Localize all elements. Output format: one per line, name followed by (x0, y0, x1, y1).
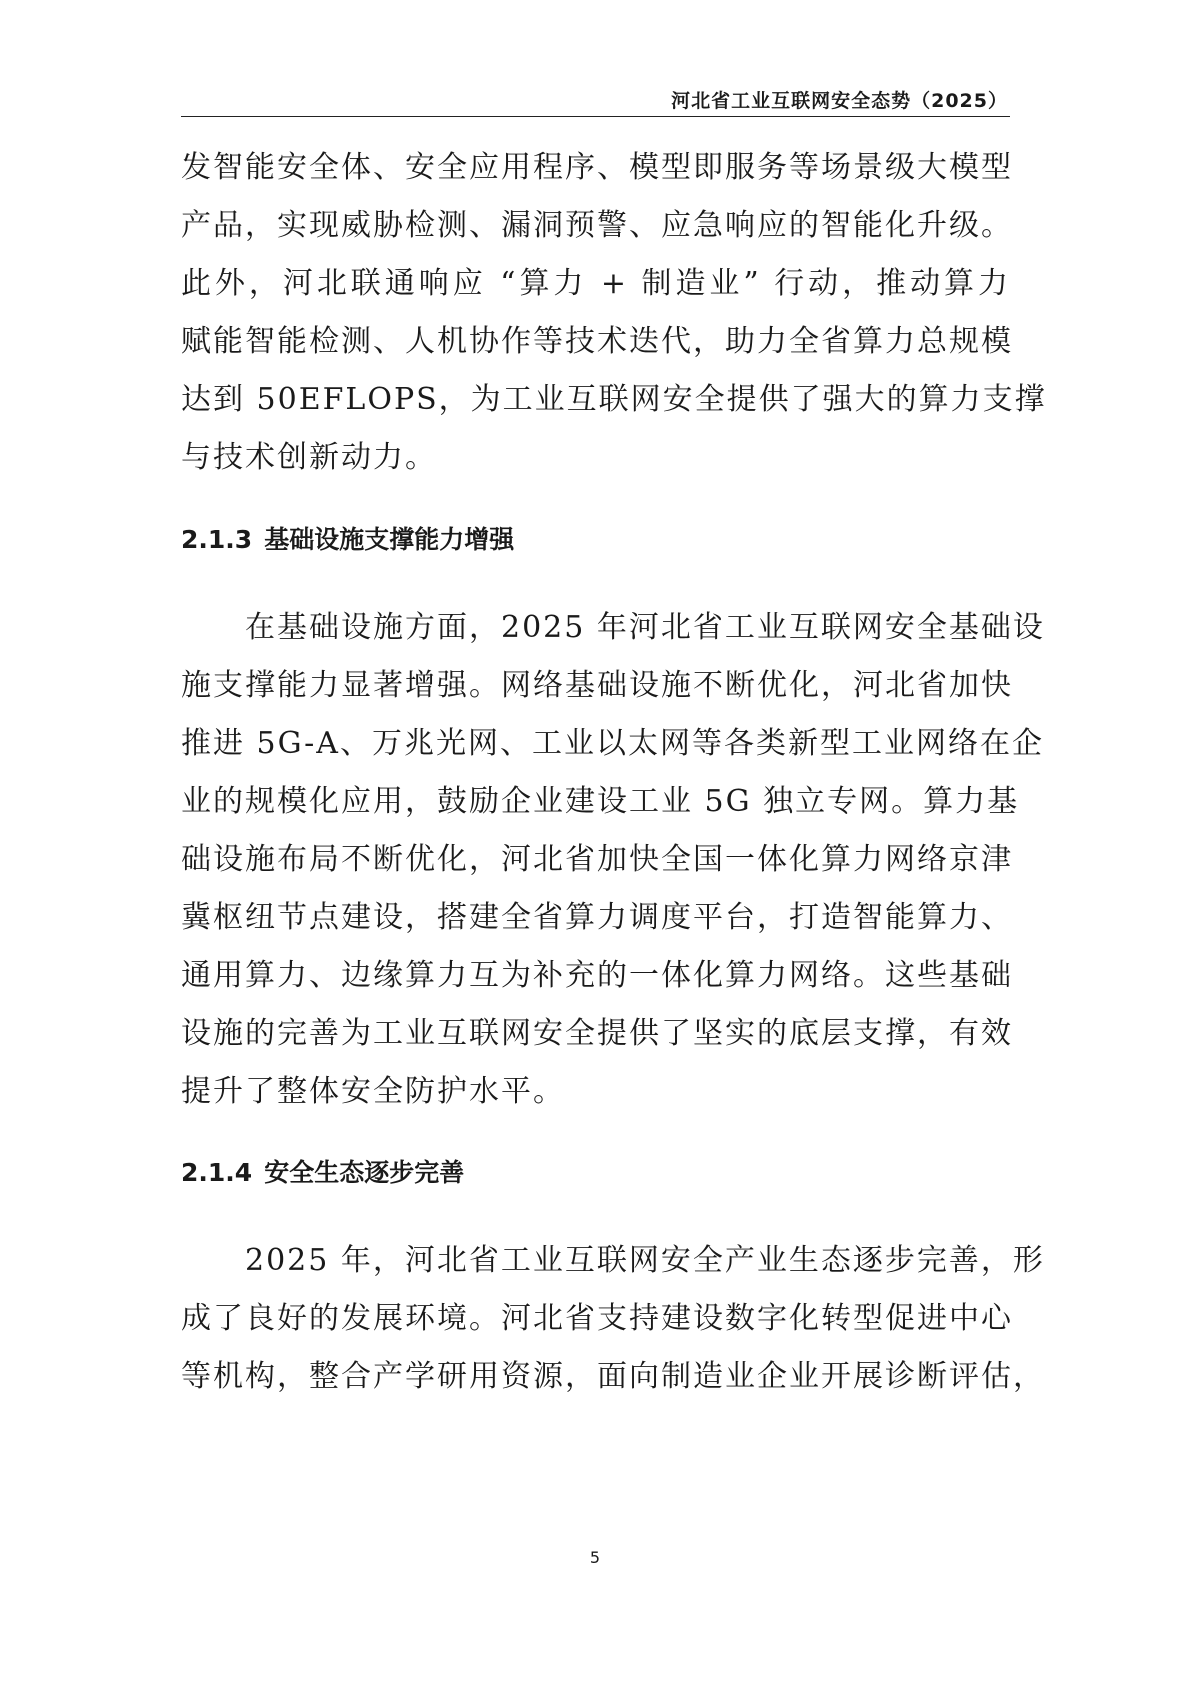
paragraph-line: 等机构，整合产学研用资源，面向制造业企业开展诊断评估， (181, 1359, 1045, 1394)
paragraph-line: 在基础设施方面，2025 年河北省工业互联网安全基础设 (245, 610, 1045, 645)
section-number: 2.1.4 (181, 1158, 253, 1187)
section-heading-2-1-3 (181, 523, 514, 557)
paragraph-line: 提升了整体安全防护水平。 (181, 1074, 565, 1109)
paragraph-line: 产品，实现威胁检测、漏洞预警、应急响应的智能化升级。 (181, 208, 1013, 243)
paragraph-line: 2025 年，河北省工业互联网安全产业生态逐步完善，形 (245, 1243, 1045, 1278)
paragraph-line: 础设施布局不断优化，河北省加快全国一体化算力网络京津 (181, 842, 1013, 877)
paragraph-line: 通用算力、边缘算力互为补充的一体化算力网络。这些基础 (181, 958, 1013, 993)
section-title: 基础设施支撑能力增强 (264, 525, 515, 554)
page-number: 5 (589, 1548, 601, 1567)
section-number: 2.1.3 (181, 525, 253, 554)
header-title: 河北省工业互联网安全态势（2025） (671, 90, 1008, 112)
section-heading-2-1-4 (181, 1156, 464, 1190)
paragraph-line: 发智能安全体、安全应用程序、模型即服务等场景级大模型 (181, 150, 1013, 185)
page-header (181, 86, 1010, 117)
paragraph-line: 推进 5G-A、万兆光网、工业以太网等各类新型工业网络在企 (181, 726, 1044, 761)
paragraph-line: 此外，河北联通响应 “算力 + 制造业” 行动，推动算力 (181, 266, 1010, 301)
paragraph-line: 达到 50EFLOPS，为工业互联网安全提供了强大的算力支撑 (181, 382, 1047, 417)
paragraph-line: 冀枢纽节点建设，搭建全省算力调度平台，打造智能算力、 (181, 900, 1013, 935)
paragraph-line: 业的规模化应用，鼓励企业建设工业 5G 独立专网。算力基 (181, 784, 1020, 819)
paragraph-line: 施支撑能力显著增强。网络基础设施不断优化，河北省加快 (181, 668, 1013, 703)
paragraph-line: 成了良好的发展环境。河北省支持建设数字化转型促进中心 (181, 1301, 1013, 1336)
paragraph-line: 赋能智能检测、人机协作等技术迭代，助力全省算力总规模 (181, 324, 1013, 359)
section-title: 安全生态逐步完善 (264, 1158, 465, 1187)
paragraph-line: 与技术创新动力。 (181, 440, 437, 475)
paragraph-line: 设施的完善为工业互联网安全提供了坚实的底层支撑，有效 (181, 1016, 1013, 1051)
